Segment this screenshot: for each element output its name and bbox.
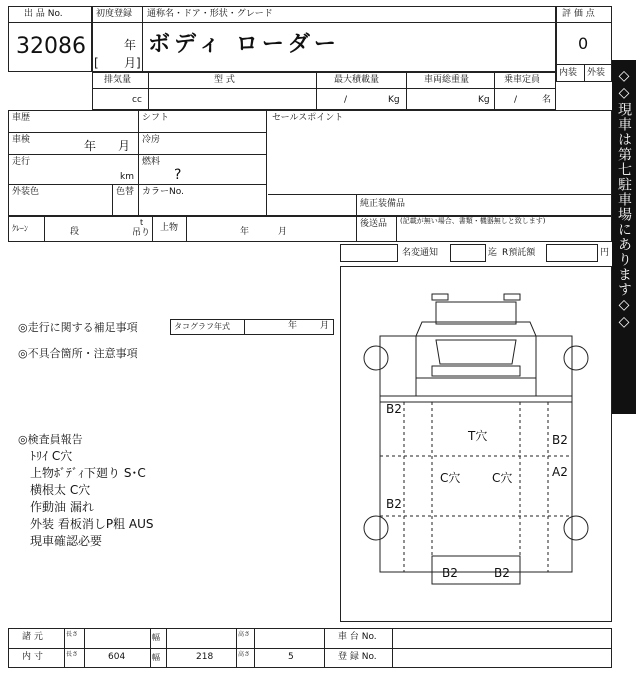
mileage-label: 走行 [12, 157, 31, 167]
truck-diagram [340, 266, 612, 622]
crane-hang: 吊り [132, 228, 151, 238]
tachograph-year: 年 [288, 321, 298, 331]
inspector-line: ﾄﾘｲ C穴 [30, 449, 73, 463]
width-label: 幅 [152, 633, 160, 642]
mark-bottom-left: B2 [442, 566, 458, 580]
mark-left-rear: B2 [386, 497, 402, 511]
details-grid [8, 110, 612, 216]
ac-label: 冷房 [142, 135, 161, 145]
rating-value: 0 [578, 34, 589, 53]
ext-color-label: 外装色 [12, 187, 40, 197]
shift-label: シフト [142, 113, 170, 123]
top-label: 上物 [160, 223, 179, 233]
inner-height: 5 [288, 652, 294, 662]
lot-label: 出 品 No. [24, 9, 63, 19]
name-change-label: 名変通知 [402, 248, 439, 258]
rating-label: 評 価 点 [562, 9, 595, 19]
fuel-value: ? [174, 167, 182, 183]
max-load-kg: Kg [388, 95, 400, 105]
inner-length: 604 [108, 652, 126, 662]
length-label: 長さ [66, 631, 79, 638]
color-no-label: カラーNo. [142, 187, 184, 197]
height-label-2: 高さ [238, 651, 251, 658]
first-reg-label: 初度登録 [96, 9, 133, 19]
r-deposit-label: R預託額 [502, 248, 536, 258]
history-label: 車歴 [12, 113, 31, 123]
width-label-2: 幅 [152, 653, 160, 662]
first-reg-year-unit: 年 [124, 38, 137, 52]
capacity-slash: / [514, 95, 518, 105]
inspector-line: 外装 看板消しP粗 AUS [30, 517, 154, 531]
windshield [436, 340, 516, 364]
mirror-left [432, 294, 448, 300]
gross-weight-kg: Kg [478, 95, 490, 105]
reg-label: 登 録 No. [338, 652, 377, 662]
cc-unit: cc [132, 95, 142, 105]
crane-label: ｸﾚｰﾝ [12, 224, 28, 233]
height-label: 高さ [238, 631, 251, 638]
wheel-rear-left [364, 516, 388, 540]
mark-right-front: B2 [552, 433, 568, 447]
inspector-line: 横根太 C穴 [30, 483, 91, 497]
inspection-label: 車検 [12, 135, 31, 145]
inspector-heading: ◎検査員報告 [18, 433, 83, 446]
bed-outline [380, 402, 572, 572]
exterior-label: 外装 [587, 68, 606, 78]
notice-box-1 [340, 244, 398, 262]
yen-unit: 円 [600, 248, 610, 258]
later-shipping-label: 後送品 [360, 219, 388, 229]
mark-left-front: B2 [386, 402, 402, 416]
first-reg-month-unit: 月] [124, 56, 141, 70]
color-code-label: 色替 [116, 187, 135, 197]
deadline-label: 迄 [488, 248, 498, 258]
wheel-rear-right [564, 516, 588, 540]
crane-ton: t [140, 218, 144, 227]
cab-front [416, 336, 536, 378]
spec-label: 諸 元 [22, 632, 43, 642]
wheel-front-left [364, 346, 388, 370]
displacement-label: 排気量 [104, 75, 132, 85]
mark-bottom-right: B2 [494, 566, 510, 580]
gross-weight-label: 車両総重量 [424, 75, 470, 85]
lot-number: 32086 [16, 34, 86, 59]
side-banner-text: ◇◇現車は第七駐車場にあります◇◇ [616, 68, 632, 331]
max-load-label: 最大積載量 [334, 75, 380, 85]
inspection-year: 年 [84, 139, 97, 153]
inner-label: 内 寸 [22, 652, 43, 662]
notice-box-2 [450, 244, 486, 262]
inner-width: 218 [196, 652, 214, 662]
max-load-slash: / [344, 95, 348, 105]
defects-heading: ◎不具合箇所・注意事項 [18, 347, 138, 360]
length-label-2: 長さ [66, 651, 79, 658]
inspector-line: 上物ﾎﾞﾃﾞｨ下廻り S･C [30, 466, 146, 480]
grille [432, 366, 520, 376]
chassis-label: 車 台 No. [338, 632, 377, 642]
tachograph-label: タコグラフ年式 [174, 322, 230, 331]
mirror-right [504, 294, 520, 300]
model-label: 型 式 [214, 75, 235, 85]
mark-center-right: C穴 [492, 471, 513, 485]
inspection-month: 月 [118, 139, 131, 153]
mark-center-left: C穴 [440, 471, 461, 485]
notice-box-3 [546, 244, 598, 262]
inspector-line: 現車確認必要 [30, 534, 103, 548]
driving-heading: ◎走行に関する補足事項 [18, 321, 138, 334]
sales-point-label: セールスポイント [272, 113, 344, 123]
genuine-equipment-label: 純正装備品 [360, 199, 406, 209]
capacity-unit: 名 [542, 95, 552, 105]
interior-label: 内装 [559, 68, 578, 78]
km-unit: km [120, 172, 134, 182]
capacity-label: 乗車定員 [504, 75, 541, 85]
name-label: 通称名・ドア・形状・グレード [147, 9, 273, 19]
later-shipping-note: (記載が無い場合、書類・機器無しと致します) [400, 217, 546, 225]
side-banner [612, 60, 636, 414]
top-month: 月 [278, 227, 288, 237]
fuel-label: 燃料 [142, 157, 161, 167]
wheel-front-right [564, 346, 588, 370]
crane-stage: 段 [70, 227, 80, 237]
cab-bottom [380, 396, 572, 402]
tachograph-month: 月 [320, 321, 330, 331]
mark-center: T穴 [468, 429, 488, 443]
vehicle-name: ボディ ローダー [148, 32, 340, 57]
inspector-line: 作動油 漏れ [30, 500, 94, 514]
top-year: 年 [240, 227, 250, 237]
first-reg-month-open: [ [94, 56, 99, 70]
mark-right-rear: A2 [552, 465, 568, 479]
cab-outline [436, 302, 516, 324]
